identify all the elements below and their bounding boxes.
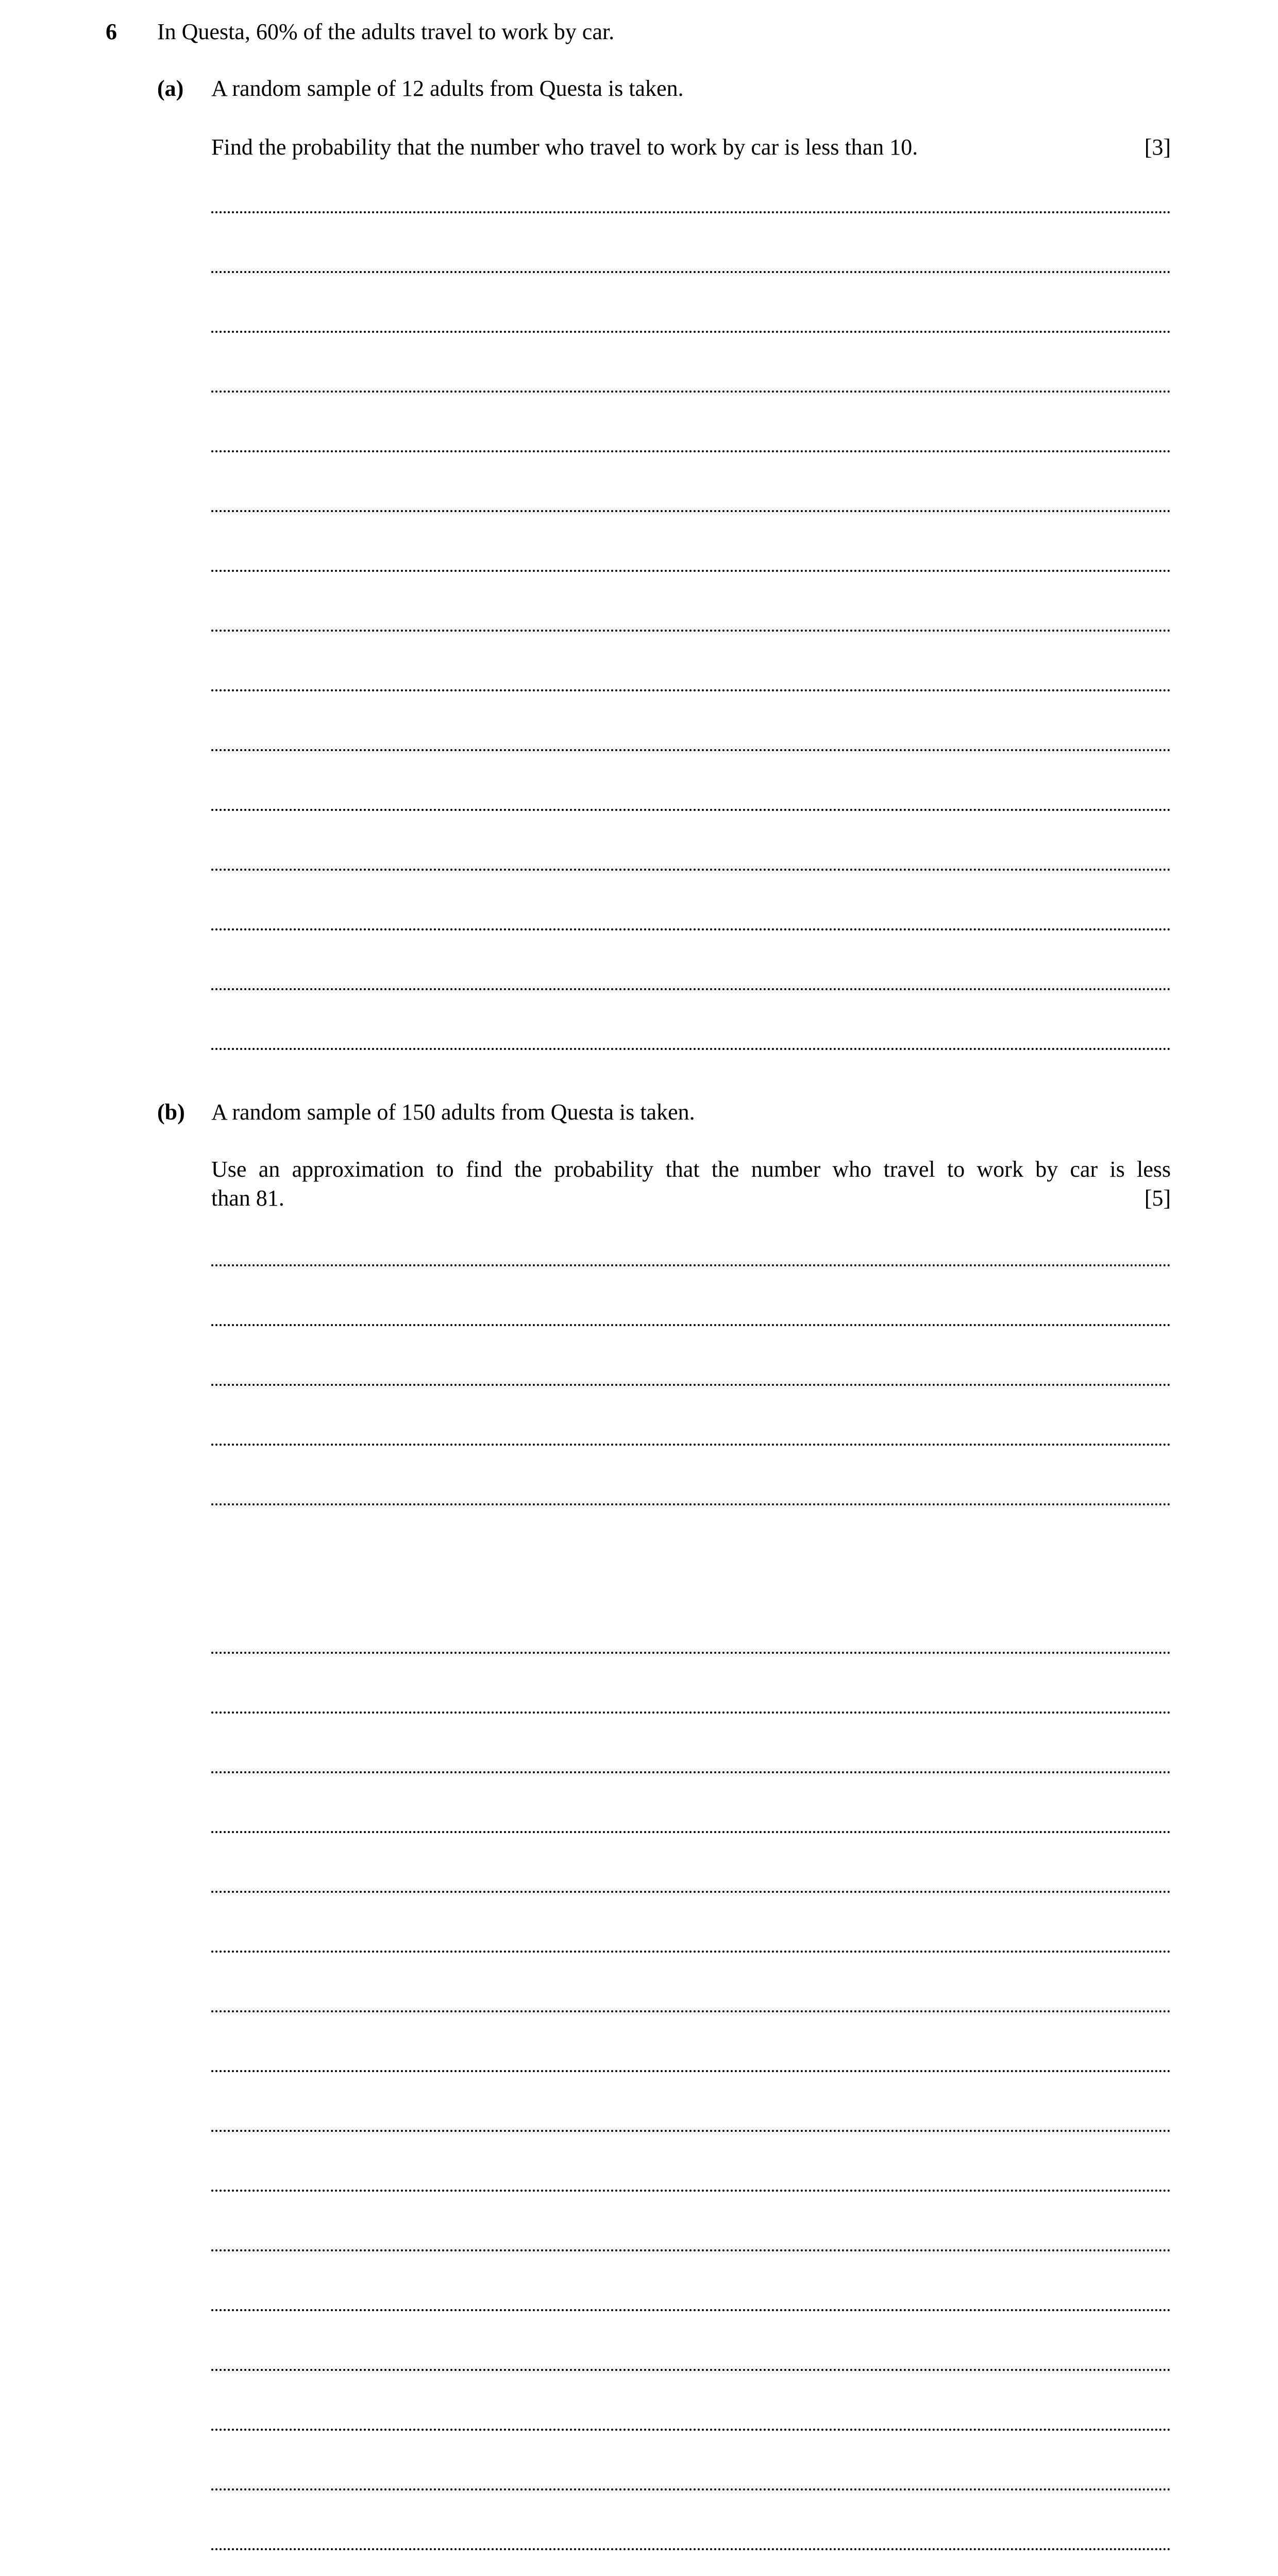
part-b-label: (b) bbox=[157, 1099, 185, 1125]
part-a-label: (a) bbox=[157, 76, 184, 101]
answer-line[interactable] bbox=[211, 1771, 1171, 1773]
answer-line[interactable] bbox=[211, 809, 1171, 811]
answer-line[interactable] bbox=[211, 2429, 1171, 2431]
part-b-marks: [5] bbox=[1144, 1185, 1171, 1211]
answer-line[interactable] bbox=[211, 2070, 1171, 2072]
answer-line[interactable] bbox=[211, 2249, 1171, 2251]
answer-line[interactable] bbox=[211, 1264, 1171, 1266]
answer-line[interactable] bbox=[211, 928, 1171, 930]
answer-line[interactable] bbox=[211, 1048, 1171, 1050]
answer-line[interactable] bbox=[211, 391, 1171, 393]
answer-line[interactable] bbox=[211, 749, 1171, 751]
answer-line[interactable] bbox=[211, 570, 1171, 572]
answer-line[interactable] bbox=[211, 211, 1171, 213]
answer-line[interactable] bbox=[211, 271, 1171, 273]
part-b-task-line2: than 81. bbox=[211, 1185, 284, 1211]
answer-line[interactable] bbox=[211, 450, 1171, 452]
answer-line[interactable] bbox=[211, 2369, 1171, 2371]
answer-line[interactable] bbox=[211, 630, 1171, 632]
answer-line[interactable] bbox=[211, 510, 1171, 512]
answer-line[interactable] bbox=[211, 869, 1171, 871]
answer-line[interactable] bbox=[211, 1711, 1171, 1714]
question-stem: In Questa, 60% of the adults travel to work by car. bbox=[157, 19, 615, 44]
part-b-task-line1: Use an approximation to find the probability that the number who travel to work by car is less bbox=[211, 1157, 1171, 1182]
answer-line[interactable] bbox=[211, 2309, 1171, 2311]
part-a-marks: [3] bbox=[1144, 134, 1171, 160]
answer-line[interactable] bbox=[211, 689, 1171, 691]
part-a-intro: A random sample of 12 adults from Questa is taken. bbox=[211, 76, 684, 101]
answer-line[interactable] bbox=[211, 331, 1171, 333]
part-b-intro: A random sample of 150 adults from Questa is taken. bbox=[211, 1099, 695, 1125]
answer-line[interactable] bbox=[211, 2010, 1171, 2012]
answer-line[interactable] bbox=[211, 1444, 1171, 1446]
answer-line[interactable] bbox=[211, 1503, 1171, 1505]
answer-line[interactable] bbox=[211, 2190, 1171, 2192]
answer-line[interactable] bbox=[211, 1831, 1171, 1833]
question-number: 6 bbox=[106, 19, 117, 44]
answer-line[interactable] bbox=[211, 2130, 1171, 2132]
answer-line[interactable] bbox=[211, 2548, 1171, 2550]
answer-line[interactable] bbox=[211, 1652, 1171, 1654]
part-a-task: Find the probability that the number who travel to work by car is less than 10. bbox=[211, 134, 918, 160]
answer-line[interactable] bbox=[211, 988, 1171, 990]
answer-line[interactable] bbox=[211, 2488, 1171, 2490]
answer-line[interactable] bbox=[211, 1891, 1171, 1893]
answer-line[interactable] bbox=[211, 1384, 1171, 1386]
answer-line[interactable] bbox=[211, 1324, 1171, 1326]
answer-line[interactable] bbox=[211, 1951, 1171, 1953]
